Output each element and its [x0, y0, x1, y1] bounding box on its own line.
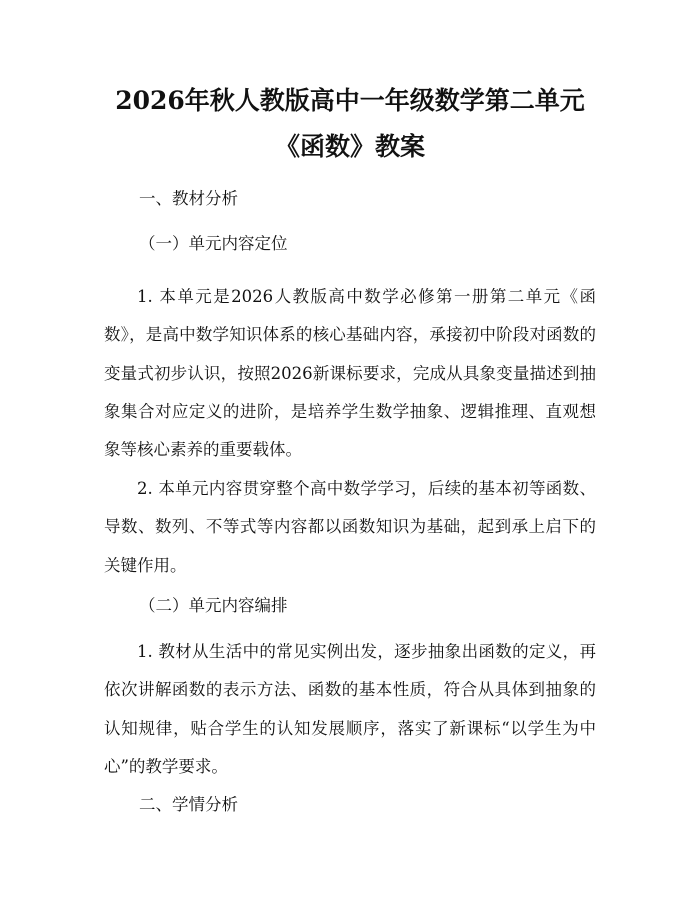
- document-title-line-1: 2026年秋人教版高中一年级数学第二单元: [115, 86, 585, 115]
- paragraph-unit-arrangement-1: 1. 教材从生活中的常见实例出发，逐步抽象出函数的定义，再依次讲解函数的表示方法、函数的基本性质，符合从具体到抽象的认知规律，贴合学生的认知发展顺序，落实了新课标“以学生为中心”的教学要求。: [104, 642, 596, 776]
- paragraph-unit-positioning-1: 1. 本单元是2026人教版高中数学必修第一册第二单元《函数》，是高中数学知识体系的核心基础内容，承接初中阶段对函数的变量式初步认识，按照2026新课标要求，完成从具象变量描述到抽象集合对应定义的进阶，是培养学生数学抽象、逻辑推理、直观想象等核心素养的重要载体。: [104, 287, 596, 460]
- subsection-heading-unit-arrangement: （二）单元内容编排: [139, 596, 288, 615]
- document-title-line-2: 《函数》教案: [274, 132, 425, 161]
- subsection-heading-unit-positioning: （一）单元内容定位: [139, 234, 288, 253]
- section-heading-textbook-analysis: 一、教材分析: [139, 189, 238, 208]
- section-heading-student-analysis: 二、学情分析: [139, 795, 238, 814]
- paragraph-unit-positioning-2: 2. 本单元内容贯穿整个高中数学学习，后续的基本初等函数、导数、数列、不等式等内容都以函数知识为基础，起到承上启下的关键作用。: [104, 479, 596, 575]
